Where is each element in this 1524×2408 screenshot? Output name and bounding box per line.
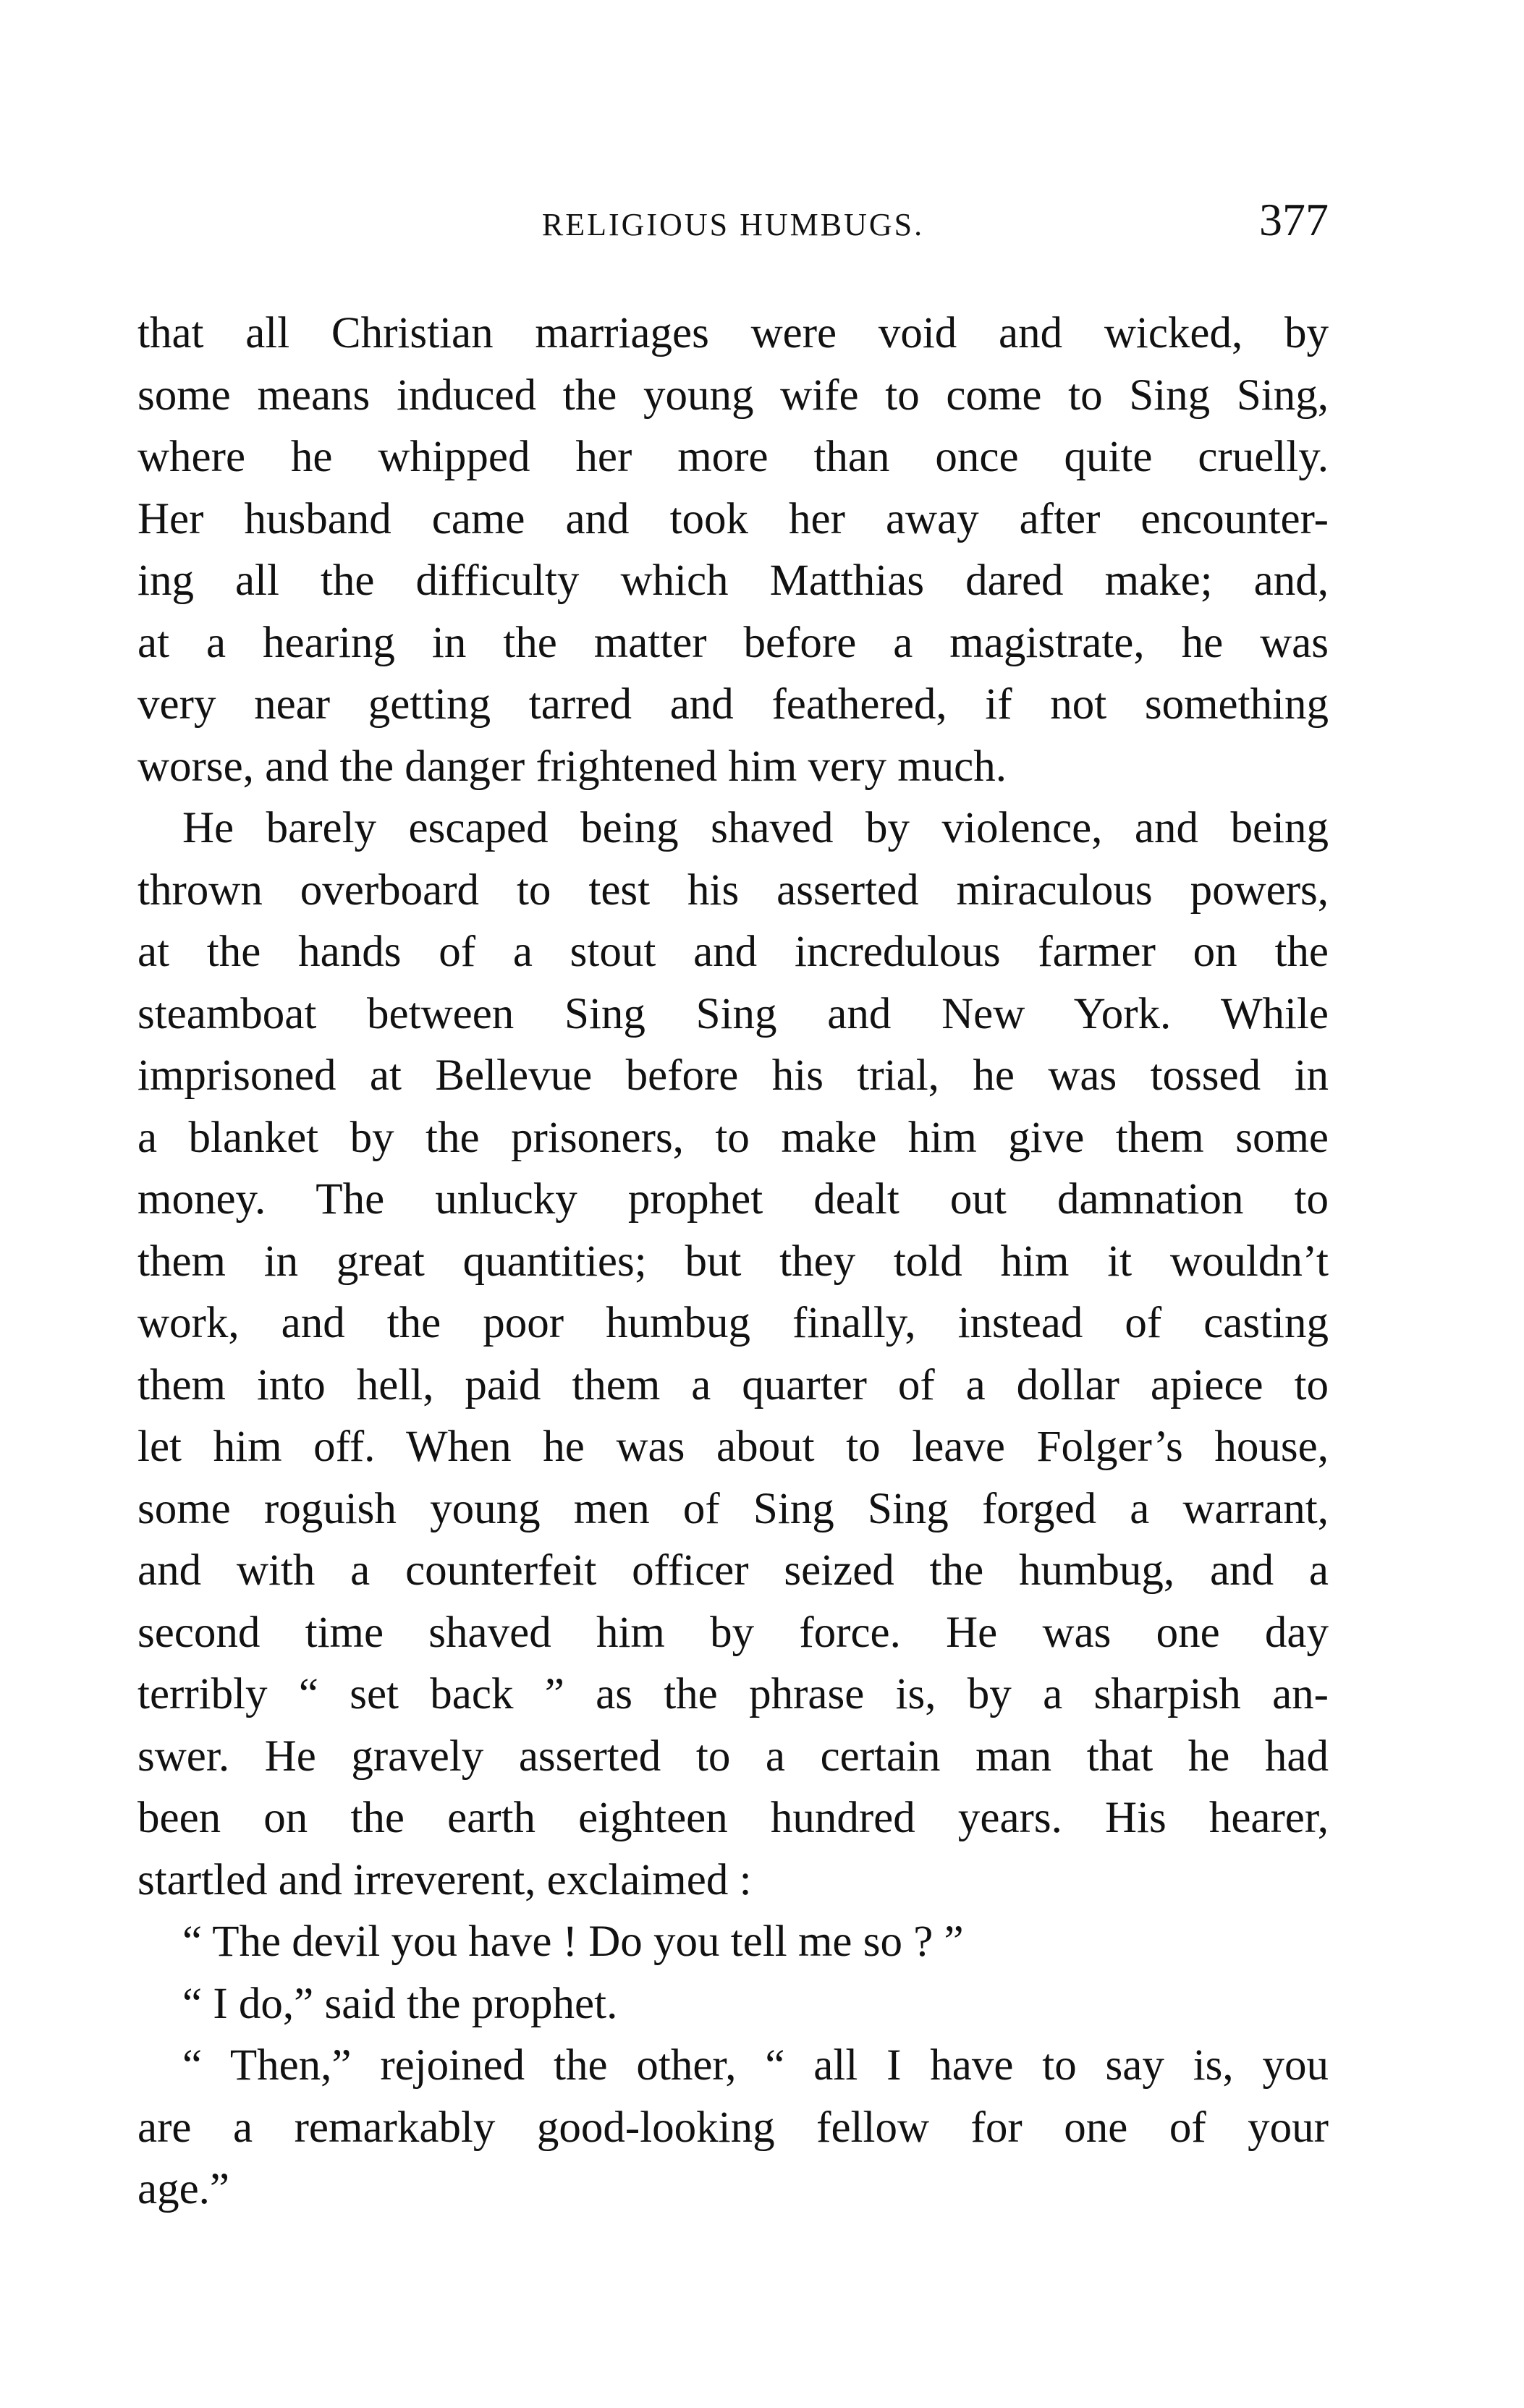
text-line: very near getting tarred and feathered, if not something [137,680,1329,729]
text-line: imprisoned at Bellevue before his trial, he was tossed in [137,1051,1329,1100]
text-line: where he whipped her more than once quite cruelly. [137,433,1329,481]
text-line: worse, and the danger frightened him very much. [137,742,1007,791]
text-line: at the hands of a stout and incredulous farmer on the [137,928,1329,976]
text-line: ing all the difficulty which Matthias dared make; and, [137,556,1329,605]
text-line: that all Christian marriages were void and wicked, by [137,309,1329,357]
page-number: 377 [1259,194,1329,245]
text-line: thrown overboard to test his asserted miraculous powers, [137,865,1329,915]
text-line: terribly “ set back ” as the phrase is, by a sharpish an- [137,1670,1329,1718]
text-line: “ The devil you have ! Do you tell me so ? ” [182,1917,964,1966]
text-line: steamboat between Sing Sing and New York. While [137,989,1329,1038]
text-line: “ I do,” said the prophet. [182,1979,618,2028]
text-line: are a remarkably good-looking fellow for one of your [137,2103,1329,2152]
text-line: at a hearing in the matter before a magistrate, he was [137,618,1329,667]
text-line: second time shaved him by force. He was one day [137,1608,1329,1657]
text-line: them in great quantities; but they told him it wouldn’t [137,1237,1329,1286]
text-line: age.” [137,2165,229,2213]
text-line: Her husband came and took her away after encounter- [137,494,1329,543]
text-line: swer. He gravely asserted to a certain man that he had [137,1731,1329,1781]
text-line: some roguish young men of Sing Sing forged a warrant, [137,1484,1329,1533]
body-text [137,302,1329,2221]
text-line: money. The unlucky prophet dealt out damnation to [137,1175,1329,1224]
text-line: and with a counterfeit officer seized the humbug, and a [137,1546,1329,1595]
text-line: a blanket by the prisoners, to make him give them some [137,1113,1329,1162]
text-line: some means induced the young wife to come to Sing Sing, [137,370,1329,420]
text-line: “ Then,” rejoined the other, “ all I have to say is, you [182,2041,1329,2090]
text-line: startled and irreverent, exclaimed : [137,1855,752,1904]
text-line: them into hell, paid them a quarter of a dollar apiece to [137,1360,1329,1409]
text-line: let him off. When he was about to leave Folger’s house, [137,1423,1329,1471]
running-head [137,194,1329,252]
running-title: RELIGIOUS HUMBUGS. [541,207,925,242]
text-line: been on the earth eighteen hundred years. His hearer, [137,1794,1329,1842]
text-line: work, and the poor humbug finally, instead of casting [137,1299,1329,1347]
text-line: He barely escaped being shaved by violence, and being [182,804,1329,852]
